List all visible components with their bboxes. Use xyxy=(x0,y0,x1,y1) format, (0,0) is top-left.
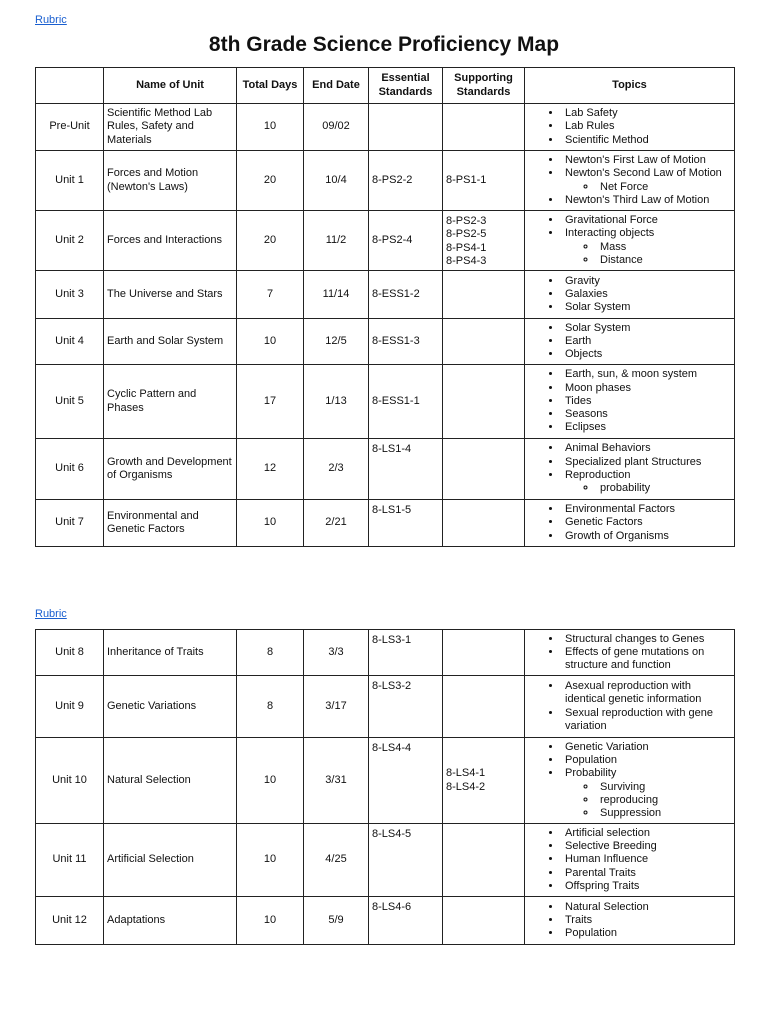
total-days: 20 xyxy=(237,211,304,271)
unit-row xyxy=(36,630,735,676)
topic-text: Reproduction xyxy=(565,469,631,481)
unit-row xyxy=(36,151,735,211)
unit-row xyxy=(36,211,735,271)
topic-text: Lab Safety xyxy=(565,107,618,120)
supporting-standards xyxy=(443,319,525,365)
topic-item xyxy=(562,194,731,207)
topic-text: Artificial selection xyxy=(565,826,650,839)
topic-item xyxy=(562,275,731,288)
essential-standards: 8-LS1-4 xyxy=(369,439,443,500)
topic-item xyxy=(562,516,731,529)
topic-text: Human Influence xyxy=(565,853,649,866)
subtopic-item: ◦ Net Force xyxy=(597,181,731,194)
topics-cell xyxy=(525,824,735,897)
essential-standards: 8-ESS1-1 xyxy=(369,365,443,439)
supporting-standards xyxy=(443,630,525,676)
topic-item xyxy=(562,646,731,673)
end-date: 3/17 xyxy=(304,676,369,738)
topics-cell xyxy=(525,271,735,319)
topic-text: Earth xyxy=(565,334,592,347)
total-days: 10 xyxy=(237,897,304,945)
topic-item xyxy=(562,134,731,147)
topic-item xyxy=(562,167,731,194)
topic-item xyxy=(562,120,731,133)
unit-name: Genetic Variations xyxy=(104,676,237,738)
supporting-standards: 8-PS2-3 8-PS2-5 8-PS4-1 8-PS4-3 xyxy=(443,211,525,271)
topics-cell xyxy=(525,104,735,151)
essential-standards: 8-LS1-5 xyxy=(369,500,443,547)
unit-row xyxy=(36,676,735,738)
essential-standards: 8-LS4-4 xyxy=(369,738,443,824)
topics-cell xyxy=(525,151,735,211)
topics-list xyxy=(528,214,731,267)
unit-row xyxy=(36,897,735,945)
topic-text: Parental Traits xyxy=(565,866,636,879)
end-date: 2/21 xyxy=(304,500,369,547)
unit-name: Forces and Interactions xyxy=(104,211,237,271)
essential-standards: 8-LS3-2 xyxy=(369,676,443,738)
topic-item xyxy=(562,408,731,421)
essential-standards: 8-LS4-6 xyxy=(369,897,443,945)
total-days: 7 xyxy=(237,271,304,319)
total-days: 12 xyxy=(237,439,304,500)
topic-text: Natural Selection xyxy=(565,900,649,913)
essential-standards xyxy=(369,104,443,151)
subtopic-item: ◦ probability xyxy=(597,482,731,495)
end-date: 5/9 xyxy=(304,897,369,945)
topic-text: Selective Breeding xyxy=(565,840,657,853)
topics-list xyxy=(528,901,731,941)
topic-item xyxy=(562,288,731,301)
topic-item xyxy=(562,741,731,754)
topics-cell xyxy=(525,319,735,365)
topic-item xyxy=(562,214,731,227)
topic-text: Sexual reproduction with gene variation xyxy=(565,706,713,732)
supporting-standards xyxy=(443,271,525,319)
subtopics-list xyxy=(565,781,731,821)
topic-item xyxy=(562,442,731,455)
unit-row xyxy=(36,319,735,365)
supporting-standards xyxy=(443,500,525,547)
topic-item xyxy=(562,914,731,927)
topic-item xyxy=(562,767,731,820)
unit-label: Unit 2 xyxy=(36,211,104,271)
topics-list xyxy=(528,275,731,315)
header-name: Name of Unit xyxy=(104,68,237,104)
essential-standards: 8-PS2-4 xyxy=(369,211,443,271)
topics-list xyxy=(528,107,731,147)
unit-name: Inheritance of Traits xyxy=(104,630,237,676)
unit-label: Unit 3 xyxy=(36,271,104,319)
unit-label: Unit 1 xyxy=(36,151,104,211)
subtopics-list xyxy=(565,241,731,268)
topics-list xyxy=(528,503,731,543)
topics-list xyxy=(528,827,731,893)
topic-text: Earth, sun, & moon system xyxy=(565,368,698,381)
header-row xyxy=(36,68,735,104)
topic-text: Eclipses xyxy=(565,421,606,434)
subtopic-item: ◦ Surviving xyxy=(597,781,731,794)
topic-item xyxy=(562,867,731,880)
unit-name: Cyclic Pattern and Phases xyxy=(104,365,237,439)
essential-standards: 8-PS2-2 xyxy=(369,151,443,211)
topics-list xyxy=(528,442,731,495)
unit-row xyxy=(36,271,735,319)
header-unit xyxy=(36,68,104,104)
topic-text: Seasons xyxy=(565,408,608,421)
subtopic-item: ◦ Distance xyxy=(597,254,731,267)
unit-name: Earth and Solar System xyxy=(104,319,237,365)
unit-name: The Universe and Stars xyxy=(104,271,237,319)
unit-row xyxy=(36,738,735,824)
subtopic-item: ◦ Suppression xyxy=(597,807,731,820)
supporting-standards xyxy=(443,824,525,897)
end-date: 1/13 xyxy=(304,365,369,439)
unit-label: Unit 5 xyxy=(36,365,104,439)
total-days: 20 xyxy=(237,151,304,211)
topic-text: Traits xyxy=(565,913,593,926)
unit-label: Unit 4 xyxy=(36,319,104,365)
topic-item xyxy=(562,227,731,267)
unit-label: Unit 7 xyxy=(36,500,104,547)
total-days: 17 xyxy=(237,365,304,439)
topic-text: Interacting objects xyxy=(565,227,655,240)
header-topics: Topics xyxy=(525,68,735,104)
rubric-link-bottom[interactable]: Rubric xyxy=(35,608,67,620)
topic-item xyxy=(562,301,731,314)
end-date: 3/31 xyxy=(304,738,369,824)
topic-text: Newton's First Law of Motion xyxy=(565,153,706,166)
end-date: 2/3 xyxy=(304,439,369,500)
topics-cell xyxy=(525,211,735,271)
essential-standards: 8-LS3-1 xyxy=(369,630,443,676)
topic-item xyxy=(562,633,731,646)
unit-label: Pre-Unit xyxy=(36,104,104,151)
end-date: 11/2 xyxy=(304,211,369,271)
end-date: 09/02 xyxy=(304,104,369,151)
topic-text: Moon phases xyxy=(565,381,632,394)
topics-list xyxy=(528,741,731,821)
unit-name: Artificial Selection xyxy=(104,824,237,897)
topic-item xyxy=(562,680,731,707)
topic-item xyxy=(562,880,731,893)
end-date: 10/4 xyxy=(304,151,369,211)
topic-text: Animal Behaviors xyxy=(565,442,651,455)
subtopic-item: ◦ reproducing xyxy=(597,794,731,807)
rubric-link-top[interactable]: Rubric xyxy=(35,14,67,26)
unit-label: Unit 9 xyxy=(36,676,104,738)
topics-cell xyxy=(525,738,735,824)
topic-item xyxy=(562,503,731,516)
topic-text: Structural changes to Genes xyxy=(565,632,705,645)
unit-row xyxy=(36,824,735,897)
topic-item xyxy=(562,107,731,120)
topic-item xyxy=(562,322,731,335)
total-days: 10 xyxy=(237,824,304,897)
topic-item xyxy=(562,421,731,434)
topic-item xyxy=(562,456,731,469)
topic-text: Tides xyxy=(565,394,592,407)
topic-item xyxy=(562,853,731,866)
subtopics-list xyxy=(565,482,731,495)
proficiency-table-2 xyxy=(35,629,735,945)
topic-text: Newton's Third Law of Motion xyxy=(565,193,710,206)
topic-item xyxy=(562,927,731,940)
header-end: End Date xyxy=(304,68,369,104)
topics-list xyxy=(528,633,731,673)
subtopic-item: ◦ Mass xyxy=(597,241,731,254)
unit-name: Natural Selection xyxy=(104,738,237,824)
topics-cell xyxy=(525,439,735,500)
topics-list xyxy=(528,154,731,207)
unit-name: Environmental and Genetic Factors xyxy=(104,500,237,547)
essential-standards: 8-ESS1-3 xyxy=(369,319,443,365)
topic-text: Lab Rules xyxy=(565,120,615,133)
subtopics-list xyxy=(565,181,731,194)
topics-cell xyxy=(525,897,735,945)
topic-item xyxy=(562,469,731,496)
topic-item xyxy=(562,754,731,767)
unit-name: Forces and Motion (Newton's Laws) xyxy=(104,151,237,211)
topic-text: Probability xyxy=(565,767,617,780)
unit-label: Unit 6 xyxy=(36,439,104,500)
topic-item xyxy=(562,382,731,395)
topic-item xyxy=(562,368,731,381)
total-days: 10 xyxy=(237,500,304,547)
unit-name: Growth and Development of Organisms xyxy=(104,439,237,500)
supporting-standards xyxy=(443,676,525,738)
unit-label: Unit 8 xyxy=(36,630,104,676)
topic-text: Specialized plant Structures xyxy=(565,455,702,468)
supporting-standards: 8-LS4-1 8-LS4-2 xyxy=(443,738,525,824)
topics-list xyxy=(528,680,731,733)
topic-text: Asexual reproduction with identical genetic information xyxy=(565,679,702,706)
topic-text: Population xyxy=(565,927,617,940)
topic-text: Gravitational Force xyxy=(565,213,658,226)
topic-item xyxy=(562,827,731,840)
supporting-standards: 8-PS1-1 xyxy=(443,151,525,211)
supporting-standards xyxy=(443,439,525,500)
proficiency-table-1 xyxy=(35,67,735,547)
total-days: 8 xyxy=(237,630,304,676)
total-days: 10 xyxy=(237,104,304,151)
topic-text: Environmental Factors xyxy=(565,503,676,516)
unit-row xyxy=(36,104,735,151)
topics-list xyxy=(528,322,731,362)
topic-item xyxy=(562,348,731,361)
topic-text: Scientific Method xyxy=(565,133,649,146)
page-title: 8th Grade Science Proficiency Map xyxy=(208,33,560,56)
topic-item xyxy=(562,707,731,734)
topic-text: Solar System xyxy=(565,301,631,314)
topic-item xyxy=(562,530,731,543)
essential-standards: 8-ESS1-2 xyxy=(369,271,443,319)
topic-text: Growth of Organisms xyxy=(565,529,669,542)
essential-standards: 8-LS4-5 xyxy=(369,824,443,897)
topic-item xyxy=(562,154,731,167)
header-essential: Essential Standards xyxy=(369,68,443,104)
topics-list xyxy=(528,368,731,434)
supporting-standards xyxy=(443,104,525,151)
end-date: 12/5 xyxy=(304,319,369,365)
topic-text: Solar System xyxy=(565,321,631,334)
unit-name: Scientific Method Lab Rules, Safety and Materials xyxy=(104,104,237,151)
unit-label: Unit 12 xyxy=(36,897,104,945)
unit-name: Adaptations xyxy=(104,897,237,945)
topic-text: Genetic Factors xyxy=(565,516,643,529)
supporting-standards xyxy=(443,897,525,945)
topics-cell xyxy=(525,630,735,676)
header-days: Total Days xyxy=(237,68,304,104)
topic-text: Genetic Variation xyxy=(565,740,649,753)
unit-label: Unit 10 xyxy=(36,738,104,824)
supporting-standards xyxy=(443,365,525,439)
end-date: 3/3 xyxy=(304,630,369,676)
topic-text: Offspring Traits xyxy=(565,879,640,892)
topic-item xyxy=(562,840,731,853)
topic-item xyxy=(562,335,731,348)
end-date: 11/14 xyxy=(304,271,369,319)
topic-text: Gravity xyxy=(565,274,600,287)
topics-cell xyxy=(525,365,735,439)
total-days: 10 xyxy=(237,738,304,824)
end-date: 4/25 xyxy=(304,824,369,897)
topic-text: Galaxies xyxy=(565,287,608,300)
topics-cell xyxy=(525,500,735,547)
unit-row xyxy=(36,439,735,500)
total-days: 10 xyxy=(237,319,304,365)
topic-text: Objects xyxy=(565,348,603,361)
unit-row xyxy=(36,500,735,547)
header-supporting: Supporting Standards xyxy=(443,68,525,104)
topic-text: Effects of gene mutations on structure and function xyxy=(565,645,705,672)
topic-text: Population xyxy=(565,753,617,766)
total-days: 8 xyxy=(237,676,304,738)
unit-label: Unit 11 xyxy=(36,824,104,897)
topic-item xyxy=(562,395,731,408)
unit-row xyxy=(36,365,735,439)
topics-cell xyxy=(525,676,735,738)
topic-item xyxy=(562,901,731,914)
topic-text: Newton's Second Law of Motion xyxy=(565,167,722,180)
